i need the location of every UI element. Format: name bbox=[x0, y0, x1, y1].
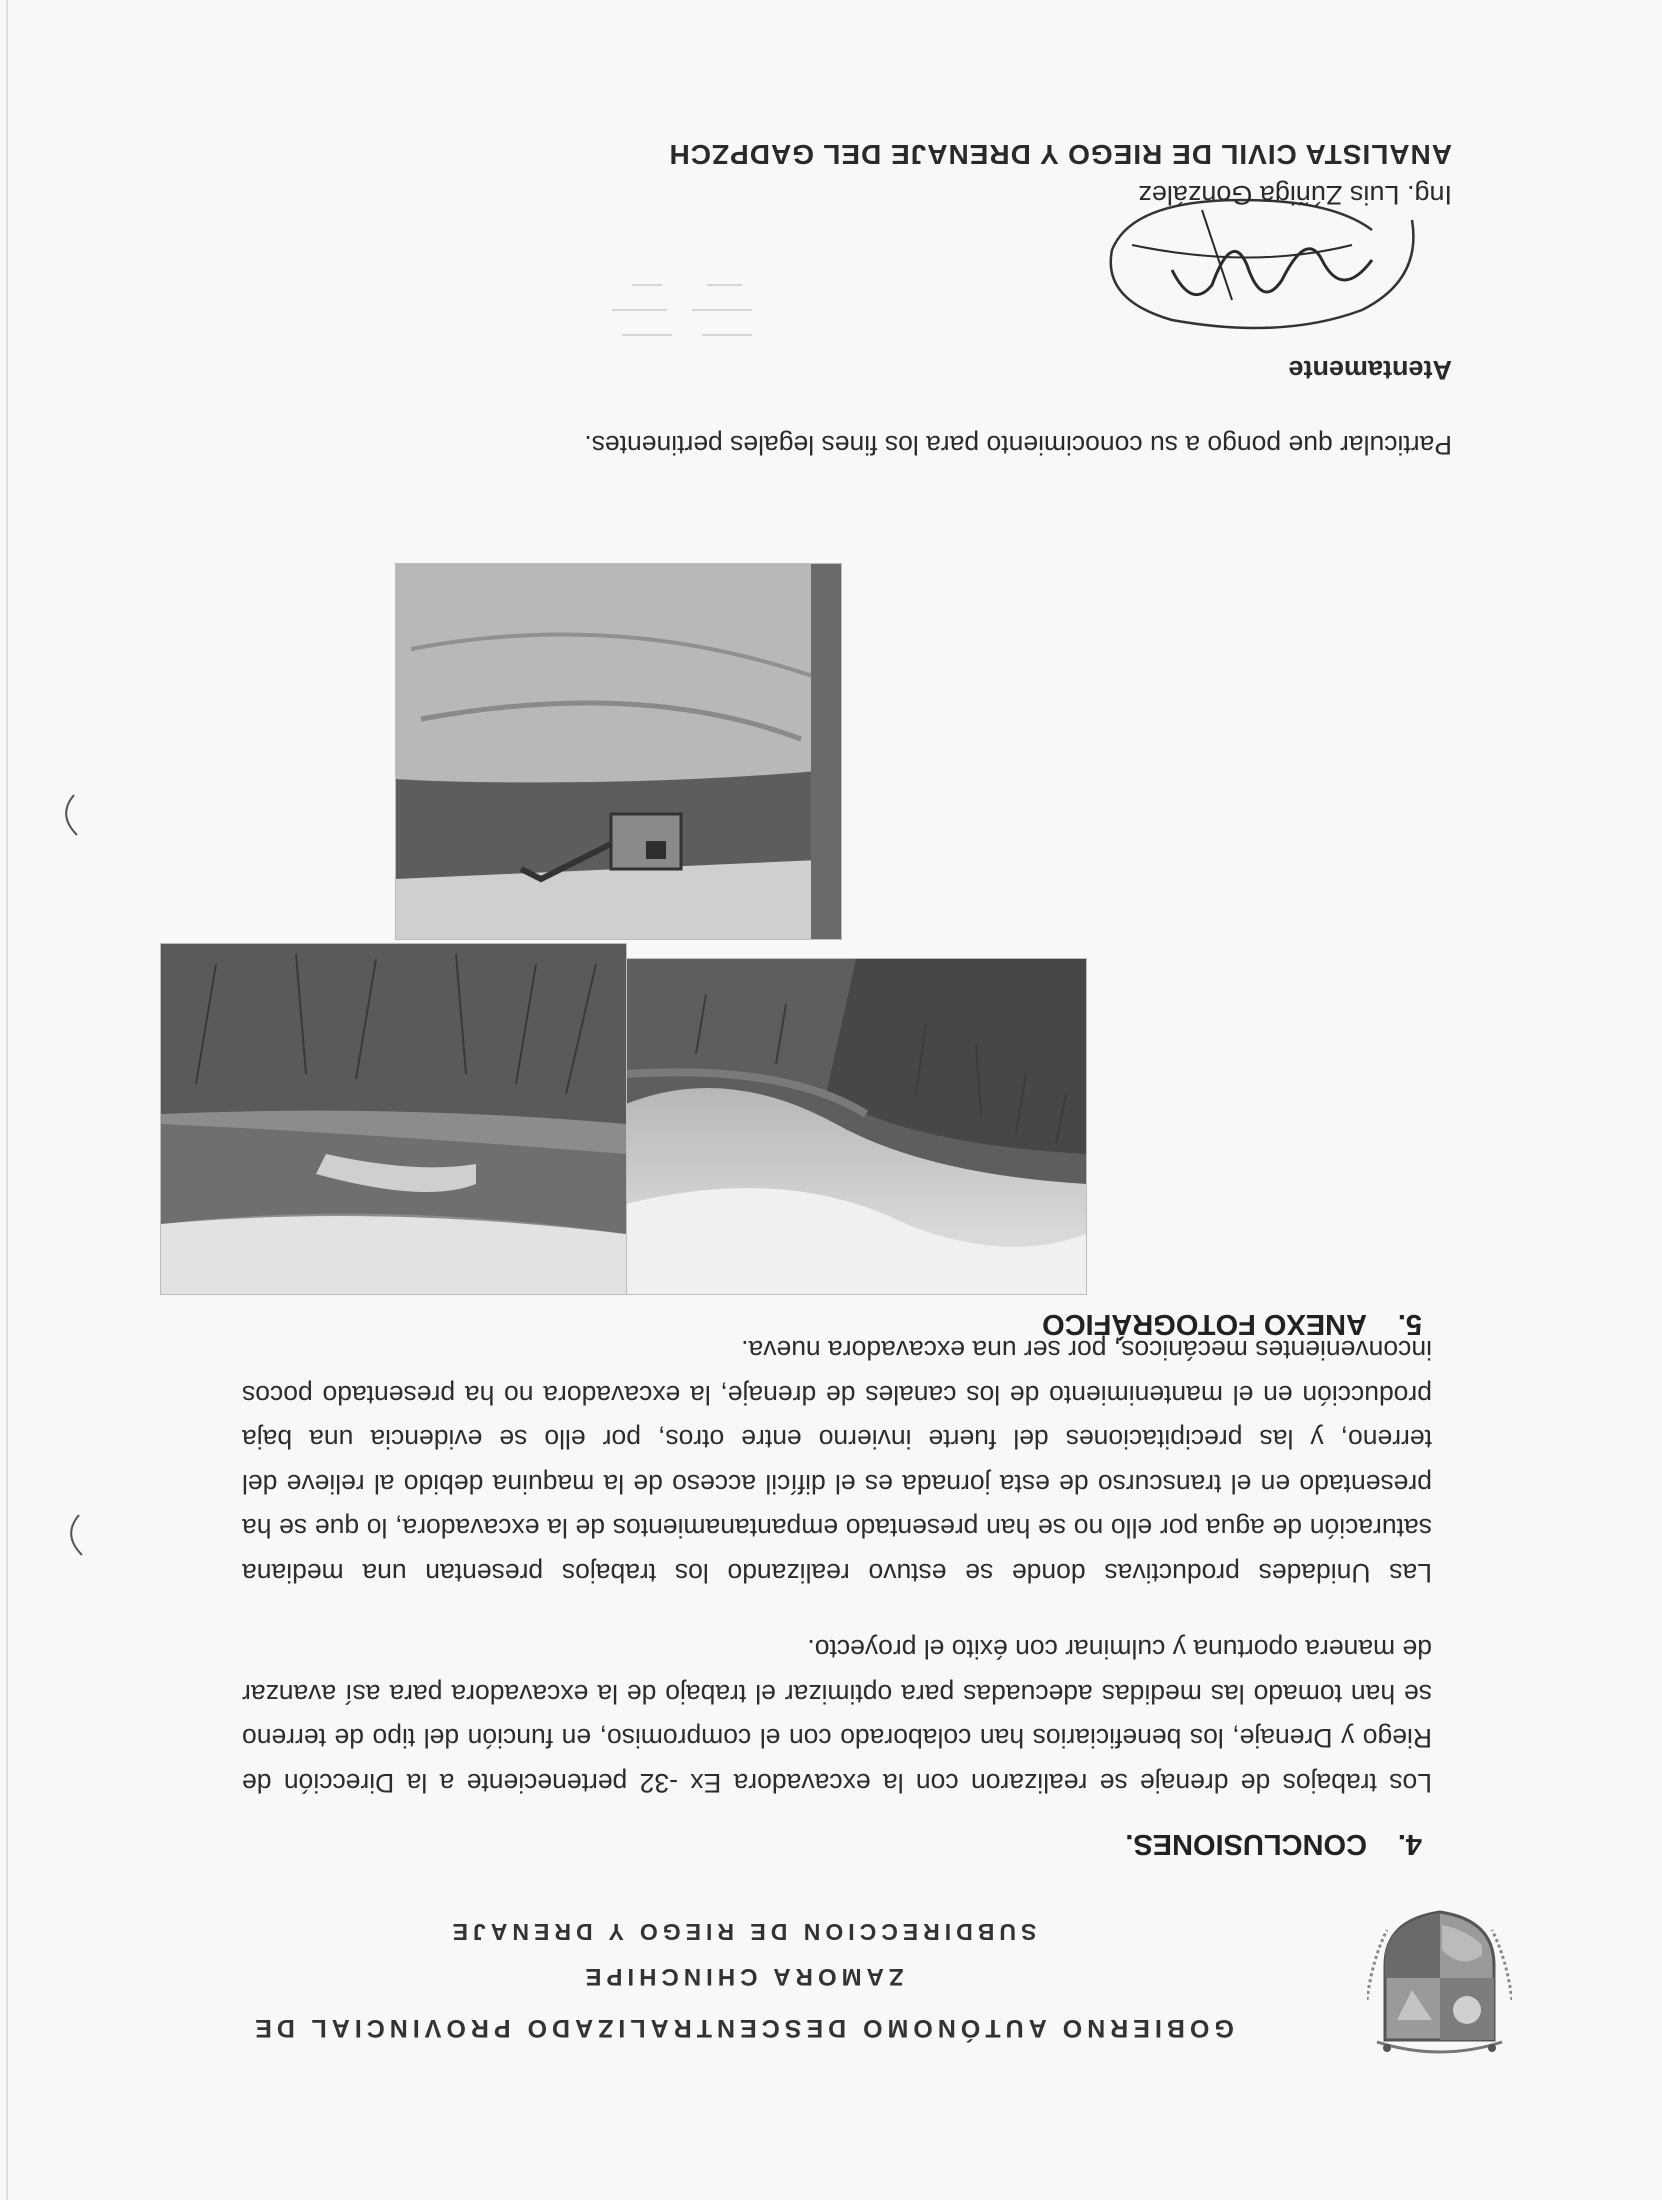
header-line-subdirection: SUBDIRECCION DE RIEGO Y DRENAJE bbox=[447, 1919, 1037, 1945]
section-4-title: CONCLUSIONES. bbox=[1125, 1828, 1367, 1860]
section-5-number: 5. bbox=[1397, 1308, 1422, 1340]
letterhead bbox=[132, 1880, 1512, 2070]
handwritten-signature bbox=[1092, 190, 1432, 340]
section-5-title: ANEXO FOTOGRÁFICO bbox=[1042, 1308, 1367, 1340]
annex-photo-3-image bbox=[396, 564, 841, 939]
provincial-seal-logo bbox=[1367, 1910, 1512, 2060]
closing-statement: Particular que pongo a su conocimiento para los fines legales pertinentes. bbox=[584, 430, 1452, 460]
scan-edge-line bbox=[0, 0, 22, 2200]
conclusions-paragraph-2: Las Unidades productivas donde se estuvo realizando los trabajos presentan una mediana saturación de agua por ello no se han presentado empantanamientos de la excavadora, lo que se ha presentado en el transcurso de esta jornada es el difícil acceso de la maquina debido al relieve del terreno, y las precipitaciones del fuerte invierno entre otros, por ello se evidencia una baja producción en el mantenimiento de los canales de drenaje, la excavadora no ha presentado pocos inconvenientes mecánicos, por ser una excavadora nueva. bbox=[242, 1335, 1432, 1588]
faint-stamp-mark bbox=[602, 265, 762, 355]
section-4-number: 4. bbox=[1397, 1828, 1422, 1860]
scan-margin-mark-2 bbox=[52, 790, 82, 840]
annex-photo-3 bbox=[395, 563, 842, 940]
annex-photo-2 bbox=[160, 943, 627, 1295]
signer-role: ANALISTA CIVIL DE RIEGO Y DRENAJE DEL GADPZCH bbox=[668, 139, 1452, 170]
signer-name: Ing. Luis Zúñiga González bbox=[1138, 180, 1452, 210]
header-line-government: GOBIERNO AUTÓNOMO DESCENTRALIZADO PROVINCIAL DE bbox=[250, 2014, 1234, 2042]
closing-regards: Atentamente bbox=[1288, 355, 1452, 385]
conclusions-paragraph-1: Los trabajos de drenaje se realizaron con la excavadora Ex -32 perteneciente a la Dirección de Riego y Drenaje, los beneficiarios han colaborado con el compromiso, en función del tipo de terreno se han tomado las medidas adecuadas para optimizar el trabajo de la excavadora para así avanzar de manera oportuna y culminar con éxito el proyecto. bbox=[242, 1634, 1432, 1798]
annex-photo-1-image bbox=[626, 959, 1086, 1294]
scan-margin-mark-1 bbox=[57, 1510, 87, 1560]
annex-photo-2-image bbox=[161, 944, 626, 1294]
header-line-province: ZAMORA CHINCHIPE bbox=[580, 1963, 904, 1990]
annex-photo-1 bbox=[625, 958, 1087, 1295]
